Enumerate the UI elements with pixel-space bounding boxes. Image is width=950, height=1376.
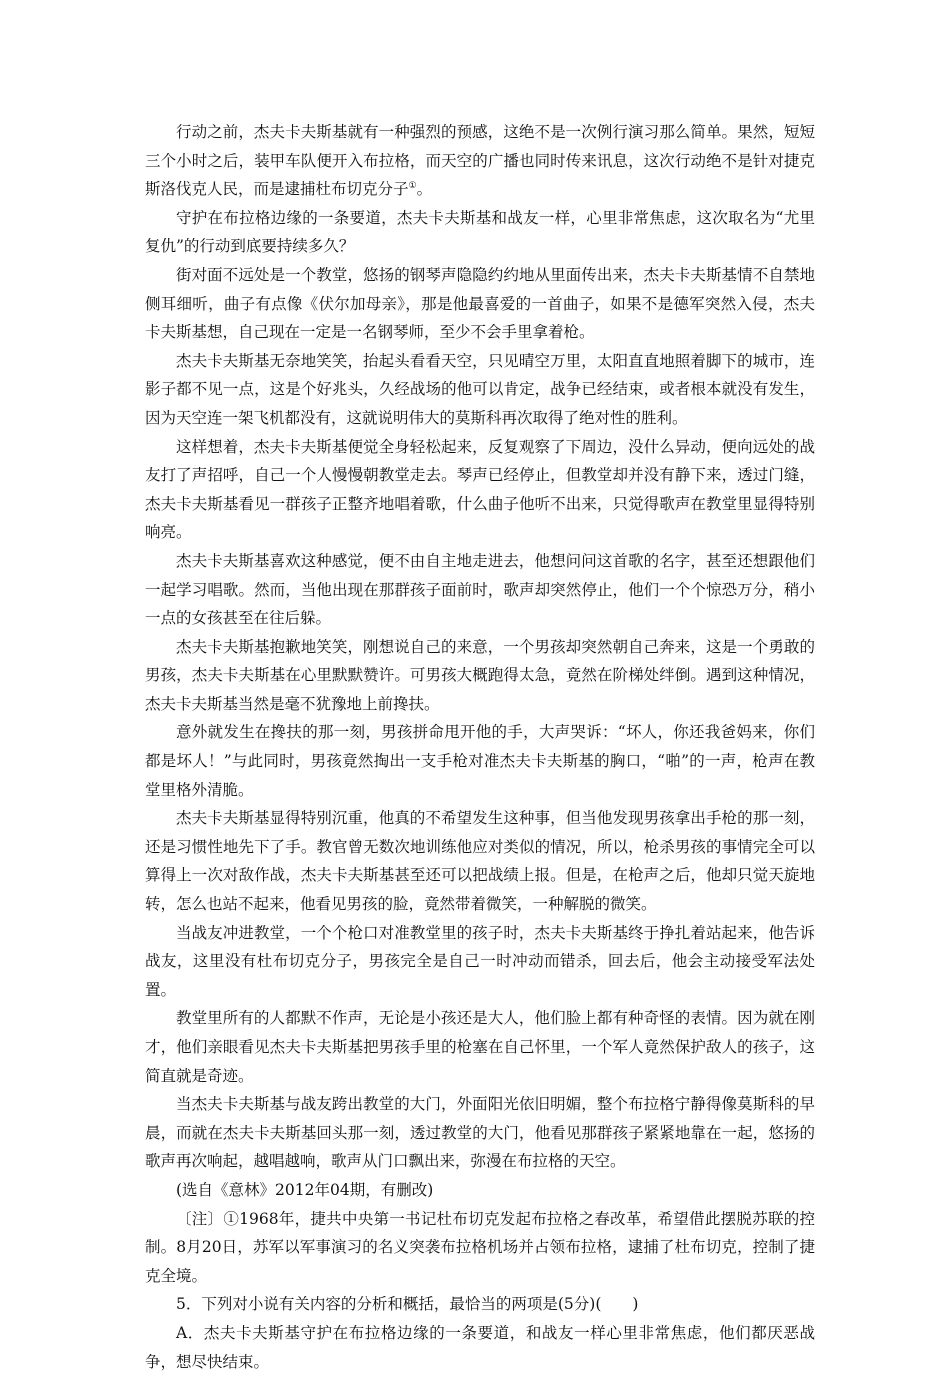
story-paragraph: 杰夫卡夫斯基抱歉地笑笑，刚想说自己的来意，一个男孩却突然朝自己奔来，这是一个勇敢的男孩，杰夫卡夫斯基在心里默默赞许。可男孩大概跑得太急，竟然在阶梯处绊倒。遇到这种情况，杰夫卡夫斯基当然是毫不犹豫地上前搀扶。	[145, 637, 815, 713]
footnote: 〔注〕①1968年，捷共中央第一书记杜布切克发起布拉格之春改革，希望借此摆脱苏联的控制。8月20日，苏军以军事演习的名义突袭布拉格机场并占领布拉格，逮捕了杜布切克，控制了捷克全境。	[145, 1209, 815, 1285]
story-paragraph: 街对面不远处是一个教堂，悠扬的钢琴声隐隐约约地从里面传出来，杰夫卡夫斯基情不自禁地侧耳细听，曲子有点像《伏尔加母亲》，那是他最喜爱的一首曲子，如果不是德军突然入侵，杰夫卡夫斯基想，自己现在一定是一名钢琴师，至少不会手里拿着枪。	[145, 265, 815, 342]
story-paragraph: 当战友冲进教堂，一个个枪口对准教堂里的孩子时，杰夫卡夫斯基终于挣扎着站起来，他告诉战友，这里没有杜布切克分子，男孩完全是自己一时冲动而错杀，回去后，他会主动接受军法处置。	[145, 923, 815, 999]
story-paragraph: 教堂里所有的人都默不作声，无论是小孩还是大人，他们脸上都有种奇怪的表情。因为就在刚才，他们亲眼看见杰夫卡夫斯基把男孩手里的枪塞在自己怀里，一个军人竟然保护敌人的孩子，这简直就是奇迹。	[145, 1009, 815, 1085]
story-paragraph: 这样想着，杰夫卡夫斯基便觉全身轻松起来，反复观察了下周边，没什么异动，便向远处的战友打了声招呼，自己一个人慢慢朝教堂走去。琴声已经停止，但教堂却并没有静下来，透过门缝，杰夫卡夫斯基看见一群孩子正整齐地唱着歌，什么曲子他听不出来，只觉得歌声在教堂里显得特别响亮。	[145, 437, 815, 542]
document-body	[145, 118, 815, 1376]
question-stem: 5．下列对小说有关内容的分析和概括，最恰当的两项是(5分)( )	[176, 1295, 639, 1314]
story-paragraph: 意外就发生在搀扶的那一刻，男孩拼命甩开他的手，大声哭诉：“坏人，你还我爸妈来，你们都是坏人！”与此同时，男孩竟然掏出一支手枪对准杰夫卡夫斯基的胸口，“啪”的一声，枪声在教堂里格外清脆。	[145, 723, 815, 799]
footnote-marker: ①	[408, 181, 417, 192]
story-paragraph: 守护在布拉格边缘的一条要道，杰夫卡夫斯基和战友一样，心里非常焦虑，这次取名为“尤里复仇”的行动到底要持续多久？	[145, 208, 815, 256]
story-paragraph: 杰夫卡夫斯基显得特别沉重，他真的不希望发生这种事，但当他发现男孩拿出手枪的那一刻，还是习惯性地先下了手。教官曾无数次地训练他应对类似的情况，所以，枪杀男孩的事情完全可以算得上一次对敌作战，杰夫卡夫斯基甚至还可以把战绩上报。但是，在枪声之后，他却只觉天旋地转，怎么也站不起来，他看见男孩的脸，竟然带着微笑，一种解脱的微笑。	[145, 809, 815, 914]
story-paragraph: 行动之前，杰夫卡夫斯基就有一种强烈的预感，这绝不是一次例行演习那么简单。果然，短短三个小时之后，装甲车队便开入布拉格，而天空的广播也同时传来讯息，这次行动绝不是针对捷克斯洛伐克人民，而是逮捕杜布切克分子①。	[145, 123, 815, 199]
source-citation: (选自《意林》2012年04期，有删改)	[176, 1180, 434, 1199]
question-option-a: A．杰夫卡夫斯基守护在布拉格边缘的一条要道，和战友一样心里非常焦虑，他们都厌恶战争，想尽快结束。	[145, 1323, 815, 1371]
story-paragraph: 当杰夫卡夫斯基与战友跨出教堂的大门，外面阳光依旧明媚，整个布拉格宁静得像莫斯科的早晨，而就在杰夫卡夫斯基回头那一刻，透过教堂的大门，他看见那群孩子紧紧地靠在一起，悠扬的歌声再次响起，越唱越响，歌声从门口飘出来，弥漫在布拉格的天空。	[145, 1095, 815, 1171]
story-paragraph: 杰夫卡夫斯基喜欢这种感觉，便不由自主地走进去，他想问问这首歌的名字，甚至还想跟他们一起学习唱歌。然而，当他出现在那群孩子面前时，歌声却突然停止，他们一个个惊恐万分，稍小一点的女孩甚至在往后躲。	[145, 551, 815, 628]
story-paragraph: 杰夫卡夫斯基无奈地笑笑，抬起头看看天空，只见晴空万里，太阳直直地照着脚下的城市，连影子都不见一点，这是个好兆头，久经战场的他可以肯定，战争已经结束，或者根本就没有发生，因为天空连一架飞机都没有，这就说明伟大的莫斯科再次取得了绝对性的胜利。	[145, 351, 815, 427]
